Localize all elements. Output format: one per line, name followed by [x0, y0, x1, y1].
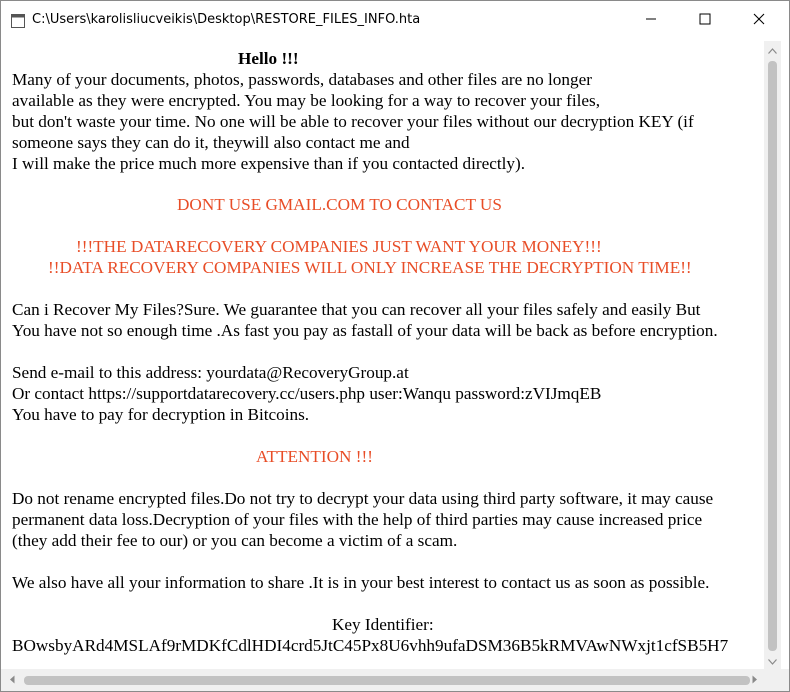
contact-email-line: Send e-mail to this address: yourdata@RecoveryGroup.at	[12, 363, 409, 382]
scroll-down-button[interactable]	[764, 652, 781, 669]
recover-line: Can i Recover My Files?Sure. We guarantee that you can recover all your files safely and easily But	[12, 300, 701, 319]
vertical-scrollbar[interactable]	[764, 41, 781, 669]
companies-warning: !!DATA RECOVERY COMPANIES WILL ONLY INCREASE THE DECRYPTION TIME!!	[48, 258, 692, 277]
gmail-warning: DONT USE GMAIL.COM TO CONTACT US	[177, 195, 502, 214]
scroll-up-button[interactable]	[764, 41, 781, 58]
close-button[interactable]	[736, 1, 782, 41]
scroll-left-button[interactable]	[5, 672, 19, 688]
companies-warning: !!!THE DATARECOVERY COMPANIES JUST WANT YOUR MONEY!!!	[76, 237, 602, 256]
attention-line: (they add their fee to our) or you can become a victim of a scam.	[12, 531, 458, 550]
intro-line: Many of your documents, photos, passwords, databases and other files are no longer	[12, 70, 592, 89]
title-bar[interactable]	[1, 1, 789, 41]
caret-down-icon	[768, 652, 777, 670]
window-title: C:\Users\karolisliucveikis\Desktop\RESTORE_FILES_INFO.hta	[32, 12, 421, 27]
bitcoin-line: You have to pay for decryption in Bitcoins.	[12, 405, 310, 424]
attention-heading: ATTENTION !!!	[256, 447, 373, 466]
share-line: We also have all your information to share .It is in your best interest to contact us as soon as possible.	[12, 573, 710, 592]
recover-line: You have not so enough time .As fast you pay as fastall of your data will be back as before encryption.	[12, 321, 718, 340]
minimize-button[interactable]	[628, 1, 674, 41]
contact-url-line: Or contact https://supportdatarecovery.cc/users.php user:Wanqu password:zVIJmqEB	[12, 384, 602, 403]
hta-app-icon	[11, 14, 25, 28]
key-identifier-value: BOwsbyARd4MSLAf9rMDKfCdlHDI4crd5JtC45Px8U6vhh9ufaDSM36B5kRMVAwNWxjt1cfSB5H7	[12, 636, 729, 655]
scroll-right-button[interactable]	[748, 672, 762, 688]
ransom-note-body	[1, 41, 761, 669]
scrollbar-corner	[764, 669, 789, 691]
intro-line: someone says they can do it, theywill also contact me and	[12, 133, 410, 152]
caret-right-icon	[752, 671, 758, 689]
caret-left-icon	[9, 671, 15, 689]
maximize-button[interactable]	[682, 1, 728, 41]
horizontal-scrollbar[interactable]	[1, 669, 764, 691]
attention-line: permanent data loss.Decryption of your files with the help of third parties may cause increased price	[12, 510, 703, 529]
horizontal-scroll-thumb[interactable]	[24, 676, 750, 685]
key-identifier-label: Key Identifier:	[332, 615, 434, 634]
greeting-heading: Hello !!!	[238, 49, 299, 68]
maximize-icon	[699, 12, 711, 30]
vertical-scroll-thumb[interactable]	[768, 61, 777, 651]
caret-up-icon	[768, 41, 777, 59]
intro-line: available as they were encrypted. You may be looking for a way to recover your files,	[12, 91, 600, 110]
close-icon	[753, 12, 765, 30]
attention-line: Do not rename encrypted files.Do not try to decrypt your data using third party software, it may cause	[12, 489, 714, 508]
minimize-icon	[645, 12, 657, 30]
intro-line: I will make the price much more expensive than if you contacted directly).	[12, 154, 526, 173]
intro-line: but don't waste your time. No one will be able to recover your files without our decryption KEY (if	[12, 112, 694, 131]
